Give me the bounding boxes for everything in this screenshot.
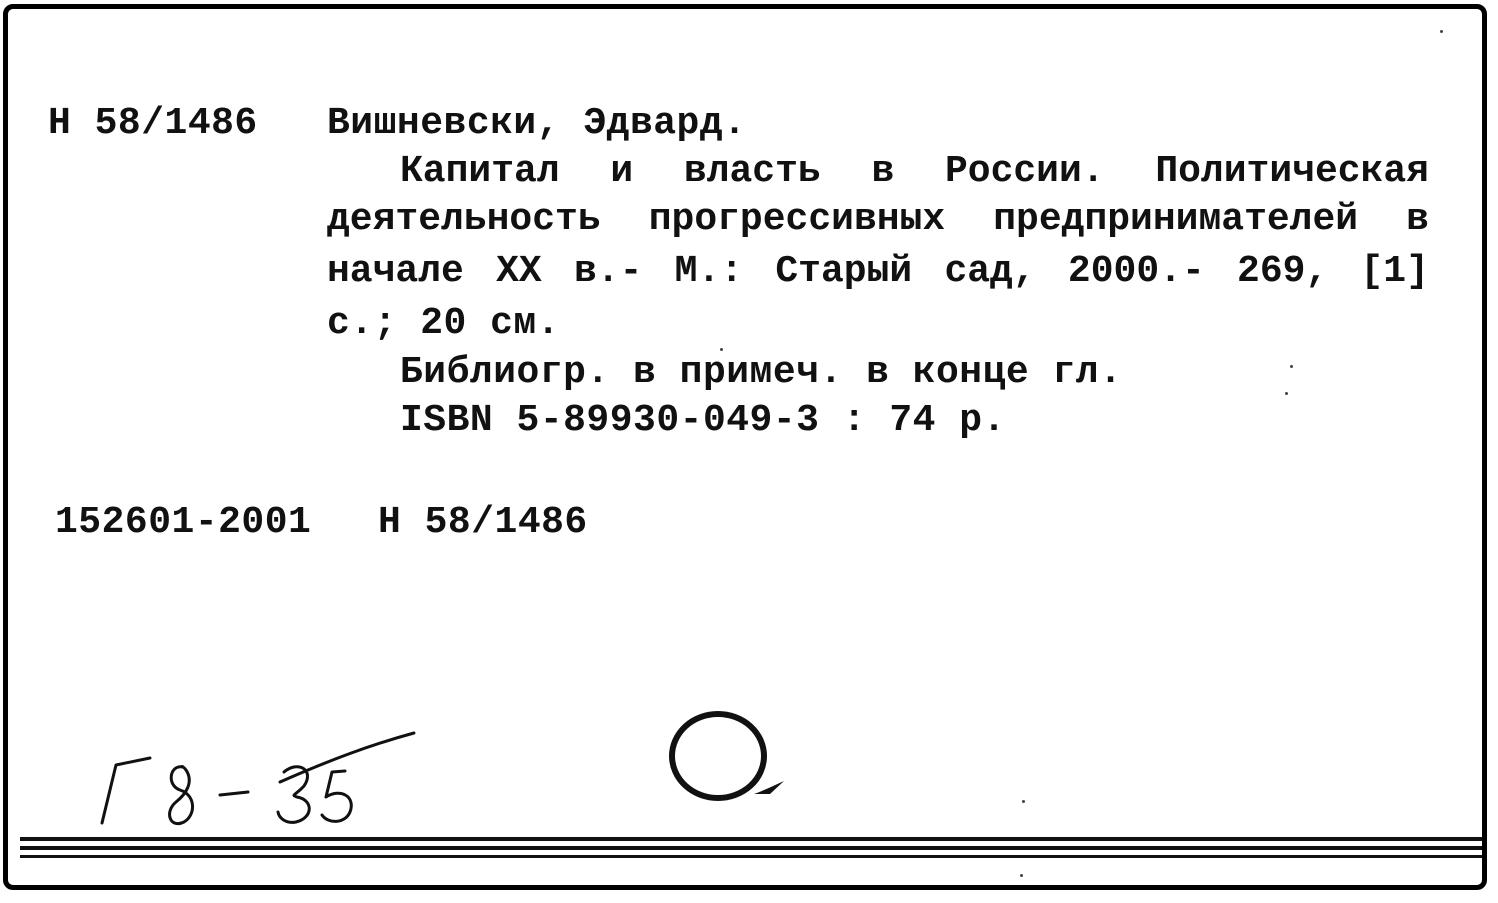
title-word: Политическая — [1155, 150, 1429, 193]
title-word: власть — [683, 150, 821, 193]
shelfmark-bottom: Н 58/1486 — [378, 501, 588, 544]
title-word: начале — [327, 250, 464, 293]
title-word: в.- — [573, 250, 643, 293]
title-word: сад, — [944, 250, 1036, 293]
scan-speck — [1290, 365, 1293, 368]
title-word: 269, — [1237, 250, 1329, 293]
scan-speck — [720, 348, 723, 351]
title-word: России. — [944, 150, 1105, 193]
title-word: прогрессивных — [648, 198, 946, 241]
bottom-rule-2 — [20, 846, 1482, 850]
bottom-rule-1 — [20, 837, 1482, 841]
title-word: в — [871, 150, 895, 193]
title-word: XX — [496, 250, 542, 293]
title-word: деятельность — [327, 198, 601, 241]
scan-speck — [1440, 30, 1443, 33]
title-word: [1] — [1360, 250, 1429, 293]
physical-description: с.; 20 см. — [327, 302, 561, 345]
scan-speck — [1285, 392, 1288, 395]
title-word: Капитал — [400, 150, 560, 193]
inventory-number: 152601-2001 — [55, 501, 312, 544]
scan-speck — [1020, 874, 1023, 877]
bibliography-note: Библиогр. в примеч. в конце гл. — [400, 351, 1123, 394]
title-word: М.: — [674, 250, 744, 293]
title-line-2 — [327, 198, 1429, 241]
title-word: 2000.- — [1067, 250, 1205, 293]
title-word: в — [1406, 198, 1429, 241]
title-line-1 — [400, 150, 1429, 193]
title-word: Старый — [775, 250, 913, 293]
bottom-rule-3 — [20, 855, 1482, 858]
author-heading: Вишневски, Эдвард. — [327, 102, 747, 145]
title-line-3 — [327, 250, 1429, 293]
scan-speck — [1022, 800, 1025, 803]
title-word: и — [610, 150, 634, 193]
isbn-price: ISBN 5-89930-049-3 : 74 р. — [400, 399, 1006, 442]
shelfmark-top: Н 58/1486 — [48, 102, 258, 145]
title-word: предпринимателей — [993, 198, 1359, 241]
